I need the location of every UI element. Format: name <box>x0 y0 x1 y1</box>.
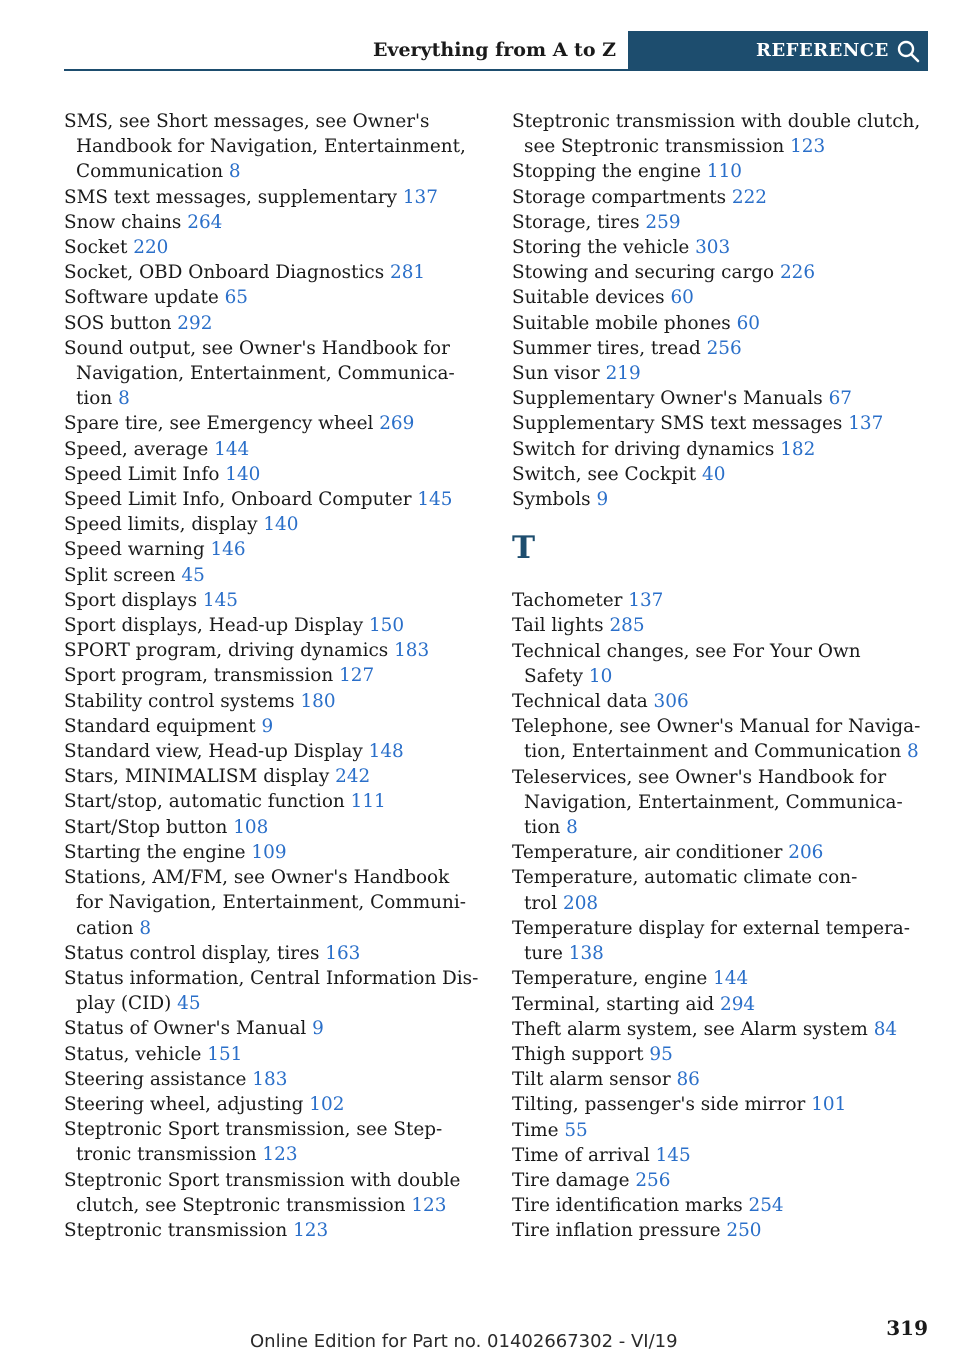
page-reference-link[interactable]: 9 <box>596 489 609 511</box>
index-term-text: Socket <box>64 237 128 259</box>
index-entry <box>512 487 928 512</box>
index-term-text: Speed Limit Info, Onboard Computer <box>64 489 412 511</box>
index-list-t <box>512 588 928 1243</box>
index-entry <box>512 916 928 966</box>
page-reference-link[interactable]: 220 <box>133 237 169 259</box>
index-term-text: Stopping the engine <box>512 161 702 183</box>
page-reference-link[interactable]: 84 <box>873 1018 898 1040</box>
index-entry <box>512 411 928 436</box>
index-entry <box>64 512 480 537</box>
index-term-text: Start/stop, automatic function <box>64 791 345 813</box>
page-reference-link[interactable]: 140 <box>263 514 299 536</box>
index-term-text: Summer tires, tread <box>512 337 701 359</box>
page-reference-link[interactable]: 123 <box>790 136 826 158</box>
index-entry <box>64 663 480 688</box>
page-reference-link[interactable]: 256 <box>706 337 742 359</box>
index-entry <box>64 1092 480 1117</box>
index-term-text: Terminal, starting aid <box>512 993 715 1015</box>
index-entry <box>64 537 480 562</box>
index-entry <box>64 764 480 789</box>
page-reference-link[interactable]: 242 <box>335 766 371 788</box>
index-term-text: Technical changes, see For Your Own <box>512 640 861 662</box>
page-reference-link[interactable]: 144 <box>214 438 250 460</box>
index-term-text: Steptronic transmission <box>64 1219 288 1241</box>
index-term-text: Steptronic transmission with double clutch, <box>512 111 921 132</box>
index-term-text: Theft alarm system, see Alarm system <box>512 1018 868 1040</box>
reference-tab[interactable] <box>628 31 928 71</box>
index-entry <box>512 1168 928 1193</box>
index-entry <box>512 1143 928 1168</box>
index-entry <box>512 865 928 915</box>
index-list-s <box>512 109 928 512</box>
index-term-text: Technical data <box>512 691 648 713</box>
page-reference-link[interactable]: 180 <box>300 690 336 712</box>
page-reference-link[interactable]: 145 <box>655 1144 691 1166</box>
page-reference-link[interactable]: 55 <box>564 1119 588 1141</box>
index-entry <box>512 765 928 841</box>
page-reference-link[interactable]: 60 <box>736 312 760 334</box>
page-reference-link[interactable]: 9 <box>312 1018 324 1040</box>
index-entry <box>64 185 480 210</box>
page-reference-link[interactable]: 222 <box>731 186 768 208</box>
index-term-text: Tilt alarm sensor <box>512 1069 671 1091</box>
index-term-text: Temperature, engine <box>512 968 708 990</box>
page-reference-link[interactable]: 254 <box>748 1195 784 1217</box>
index-entry <box>64 613 480 638</box>
page-reference-link[interactable]: 294 <box>720 993 756 1015</box>
index-term-text: Suitable devices <box>512 287 665 309</box>
index-term-text: Time <box>512 1119 559 1141</box>
page-reference-link[interactable]: 9 <box>261 715 274 737</box>
index-term-text: Steering assistance <box>64 1068 247 1090</box>
index-term-text: Spare tire, see Emergency wheel <box>64 413 374 435</box>
index-term-text: Temperature display for external tempera- <box>512 917 910 939</box>
index-entry <box>512 639 928 689</box>
index-term-text: play (CID) <box>76 993 172 1015</box>
index-column-left <box>64 109 480 1243</box>
page-reference-link[interactable]: 183 <box>394 640 430 662</box>
index-entry <box>64 462 480 487</box>
index-term-text: cation <box>76 917 134 939</box>
page-reference-link[interactable]: 281 <box>390 262 426 284</box>
page-reference-link[interactable]: 303 <box>695 237 731 259</box>
index-term-text: see Steptronic transmission <box>524 136 785 158</box>
page-number: 319 <box>886 1316 928 1340</box>
page-reference-link[interactable]: 145 <box>417 489 453 511</box>
index-entry <box>64 210 480 235</box>
index-entry <box>64 260 480 285</box>
page-reference-link[interactable]: 40 <box>702 463 726 485</box>
index-entry <box>512 386 928 411</box>
page-header <box>64 31 928 71</box>
index-entry <box>64 285 480 310</box>
index-entry <box>512 260 928 285</box>
index-entry <box>512 235 928 260</box>
page-reference-link[interactable]: 127 <box>339 665 375 687</box>
index-term-text: Tilting, passenger's side mirror <box>512 1094 806 1116</box>
index-term-text: SOS button <box>64 312 172 334</box>
page-reference-link[interactable]: 95 <box>649 1043 673 1065</box>
index-term-text: Split screen <box>64 564 176 586</box>
index-entry <box>64 1218 480 1243</box>
index-term-text: tion <box>76 388 113 410</box>
index-entry <box>64 689 480 714</box>
index-term-text: Tire inflation pressure <box>512 1220 721 1242</box>
index-term-text: Storage compartments <box>512 186 727 208</box>
index-term-text: Supplementary SMS text messages <box>512 413 843 435</box>
page-reference-link[interactable]: 285 <box>609 615 645 637</box>
index-term-text: clutch, see Steptronic transmission <box>76 1194 406 1216</box>
index-entry <box>64 109 480 185</box>
index-term-text: Software update <box>64 287 219 309</box>
index-term-text: Safety <box>524 665 584 687</box>
index-term-text: Symbols <box>512 489 591 511</box>
index-entry <box>64 1168 480 1218</box>
page-reference-link[interactable]: 45 <box>181 564 205 586</box>
index-entry <box>64 235 480 260</box>
page-reference-link[interactable]: 137 <box>848 413 884 435</box>
page-reference-link[interactable]: 183 <box>252 1068 288 1090</box>
page-reference-link[interactable]: 8 <box>118 388 130 410</box>
index-entry <box>512 311 928 336</box>
page-reference-link[interactable]: 123 <box>293 1219 329 1241</box>
index-term-text: ture <box>524 943 563 965</box>
index-term-text: Navigation, Entertainment, Communica- <box>524 791 903 813</box>
index-term-text: Steptronic Sport transmission, see Step- <box>64 1119 443 1141</box>
index-entry <box>512 613 928 638</box>
index-term-text: Sport displays, Head-up Display <box>64 615 364 637</box>
index-term-text: SMS, see Short messages, see Owner's <box>64 111 430 132</box>
page-reference-link[interactable]: 123 <box>262 1144 298 1166</box>
page-reference-link[interactable]: 150 <box>368 615 405 637</box>
search-icon <box>896 39 920 63</box>
index-term-text: Speed warning <box>64 539 205 561</box>
index-entry <box>64 311 480 336</box>
page-reference-link[interactable]: 137 <box>628 590 664 612</box>
index-entry <box>64 865 480 941</box>
index-term-text: Switch, see Cockpit <box>512 463 697 485</box>
index-entry <box>64 336 480 412</box>
page-reference-link[interactable]: 148 <box>368 741 404 763</box>
index-term-text: SPORT program, driving dynamics <box>64 640 389 662</box>
index-term-text: Time of arrival <box>512 1144 650 1166</box>
index-entry <box>64 1042 480 1067</box>
index-entry <box>64 1016 480 1041</box>
page-reference-link[interactable]: 250 <box>726 1220 762 1242</box>
page-reference-link[interactable]: 110 <box>706 161 742 183</box>
index-term-text: Stability control systems <box>64 690 295 712</box>
page-reference-link[interactable]: 102 <box>309 1093 345 1115</box>
index-term-text: Socket, OBD Onboard Diagnostics <box>64 262 385 284</box>
index-term-text: Tire identification marks <box>512 1195 743 1217</box>
page-reference-link[interactable]: 306 <box>653 691 689 713</box>
page-reference-link[interactable]: 219 <box>605 363 641 385</box>
page-reference-link[interactable]: 145 <box>202 589 238 611</box>
page-reference-link[interactable]: 101 <box>811 1094 847 1116</box>
index-entry <box>512 1193 928 1218</box>
index-entry <box>64 487 480 512</box>
index-term-text: Snow chains <box>64 211 182 233</box>
page-reference-link[interactable]: 137 <box>402 186 438 208</box>
index-entry <box>512 437 928 462</box>
page-reference-link[interactable]: 206 <box>788 842 824 864</box>
index-term-text: Telephone, see Owner's Manual for Naviga- <box>512 716 921 738</box>
index-entry <box>512 159 928 184</box>
index-term-text: tion, Entertainment and Communication <box>524 741 902 763</box>
index-entry <box>512 185 928 210</box>
page-reference-link[interactable]: 65 <box>224 287 248 309</box>
page-reference-link[interactable]: 60 <box>670 287 694 309</box>
index-entry <box>64 411 480 436</box>
index-term-text: Speed, average <box>64 438 209 460</box>
page-reference-link[interactable]: 226 <box>779 262 816 284</box>
index-entry <box>64 941 480 966</box>
index-entry <box>64 714 480 739</box>
page-reference-link[interactable]: 292 <box>177 312 213 334</box>
index-term-text: for Navigation, Entertainment, Communi- <box>76 892 466 914</box>
page-reference-link[interactable]: 111 <box>350 791 386 813</box>
index-term-text: Temperature, automatic climate con- <box>512 867 858 889</box>
index-entry <box>512 361 928 386</box>
page-reference-link[interactable]: 138 <box>568 943 604 965</box>
index-entry <box>512 840 928 865</box>
index-term-text: Status information, Central Information Dis- <box>64 967 479 989</box>
index-column-right <box>512 109 928 1244</box>
index-term-text: Switch for driving dynamics <box>512 438 775 460</box>
index-entry <box>512 966 928 991</box>
page-reference-link[interactable]: 151 <box>207 1043 243 1065</box>
page-reference-link[interactable]: 269 <box>379 413 415 435</box>
page-reference-link[interactable]: 8 <box>228 161 241 183</box>
index-term-text: Status, vehicle <box>64 1043 202 1065</box>
index-term-text: Stations, AM/FM, see Owner's Handbook <box>64 867 450 889</box>
page-reference-link[interactable]: 182 <box>780 438 816 460</box>
index-term-text: Suitable mobile phones <box>512 312 731 334</box>
page-reference-link[interactable]: 108 <box>233 816 269 838</box>
section-title: Everything from A to Z <box>372 39 616 61</box>
index-term-text: Navigation, Entertainment, Communica- <box>76 363 455 385</box>
index-entry <box>512 109 928 159</box>
index-term-text: Storage, tires <box>512 211 640 233</box>
index-entry <box>64 1067 480 1092</box>
page-reference-link[interactable]: 140 <box>225 463 261 485</box>
page-reference-link[interactable]: 109 <box>251 841 287 863</box>
page-reference-link[interactable]: 67 <box>828 388 853 410</box>
index-entry <box>512 1017 928 1042</box>
index-term-text: Temperature, air conditioner <box>512 842 783 864</box>
page-reference-link[interactable]: 256 <box>635 1169 671 1191</box>
index-entry <box>512 462 928 487</box>
index-entry <box>64 588 480 613</box>
index-entry <box>512 285 928 310</box>
index-entry <box>512 1218 928 1243</box>
index-term-text: tion <box>524 817 561 839</box>
page-reference-link[interactable]: 163 <box>325 942 361 964</box>
page-reference-link[interactable]: 144 <box>713 968 749 990</box>
page-reference-link[interactable]: 8 <box>566 817 578 839</box>
index-entry <box>64 563 480 588</box>
index-term-text: Status of Owner's Manual <box>64 1018 307 1040</box>
index-entry <box>64 1117 480 1167</box>
page-reference-link[interactable]: 146 <box>210 539 246 561</box>
index-entry <box>64 789 480 814</box>
index-term-text: Standard view, Head-up Display <box>64 741 363 763</box>
edition-footer: Online Edition for Part no. 01402667302 - VI/19 <box>250 1331 678 1352</box>
index-term-text: Stowing and securing cargo <box>512 262 775 284</box>
index-entry <box>64 739 480 764</box>
index-entry <box>64 840 480 865</box>
page-reference-link[interactable]: 208 <box>563 892 599 914</box>
index-entry <box>512 1118 928 1143</box>
reference-tab-label: REFERENCE <box>756 40 889 61</box>
page-reference-link[interactable]: 8 <box>907 741 919 763</box>
index-term-text: Stars, MINIMALISM display <box>64 766 330 788</box>
index-term-text: Supplementary Owner's Manuals <box>512 388 823 410</box>
page-reference-link[interactable]: 10 <box>588 665 613 687</box>
index-term-text: Thigh support <box>512 1043 644 1065</box>
page-reference-link[interactable]: 45 <box>177 993 201 1015</box>
page-reference-link[interactable]: 123 <box>411 1194 447 1216</box>
index-term-text: Speed Limit Info <box>64 463 220 485</box>
index-term-text: Steering wheel, adjusting <box>64 1093 304 1115</box>
index-term-text: Starting the engine <box>64 841 246 863</box>
index-term-text: Storing the vehicle <box>512 237 690 259</box>
section-letter-heading: T <box>512 530 536 567</box>
index-term-text: Steptronic Sport transmission with double <box>64 1169 461 1191</box>
index-term-text: Sport displays <box>64 589 198 611</box>
index-term-text: Sun visor <box>512 363 600 385</box>
index-term-text: Tachometer <box>512 590 623 612</box>
index-term-text: Tire damage <box>512 1169 630 1191</box>
page-reference-link[interactable]: 264 <box>187 211 223 233</box>
page-reference-link[interactable]: 259 <box>645 211 681 233</box>
index-term-text: tronic transmission <box>76 1144 257 1166</box>
index-term-text: Sport program, transmission <box>64 665 334 687</box>
index-term-text: Sound output, see Owner's Handbook for <box>64 337 450 359</box>
index-entry <box>512 210 928 235</box>
index-entry <box>64 437 480 462</box>
index-term-text: Tail lights <box>512 615 604 637</box>
index-entry <box>512 1042 928 1067</box>
index-term-text: Teleservices, see Owner's Handbook for <box>512 766 887 788</box>
index-entry <box>512 689 928 714</box>
page-reference-link[interactable]: 8 <box>139 917 152 939</box>
index-term-text: Handbook for Navigation, Entertainment, <box>76 136 466 158</box>
index-entry <box>512 1067 928 1092</box>
index-term-text: Standard equipment <box>64 715 256 737</box>
index-entry <box>512 336 928 361</box>
index-entry <box>64 638 480 663</box>
index-entry <box>512 992 928 1017</box>
index-entry <box>512 588 928 613</box>
page-reference-link[interactable]: 86 <box>676 1069 700 1091</box>
index-entry <box>64 815 480 840</box>
index-term-text: SMS text messages, supplementary <box>64 186 397 208</box>
index-term-text: trol <box>524 892 558 914</box>
index-entry <box>64 966 480 1016</box>
index-entry <box>512 714 928 764</box>
index-term-text: Start/Stop button <box>64 816 228 838</box>
index-term-text: Status control display, tires <box>64 942 320 964</box>
index-term-text: Communication <box>76 161 224 183</box>
index-entry <box>512 1092 928 1117</box>
header-rule <box>64 69 628 71</box>
index-term-text: Speed limits, display <box>64 514 258 536</box>
